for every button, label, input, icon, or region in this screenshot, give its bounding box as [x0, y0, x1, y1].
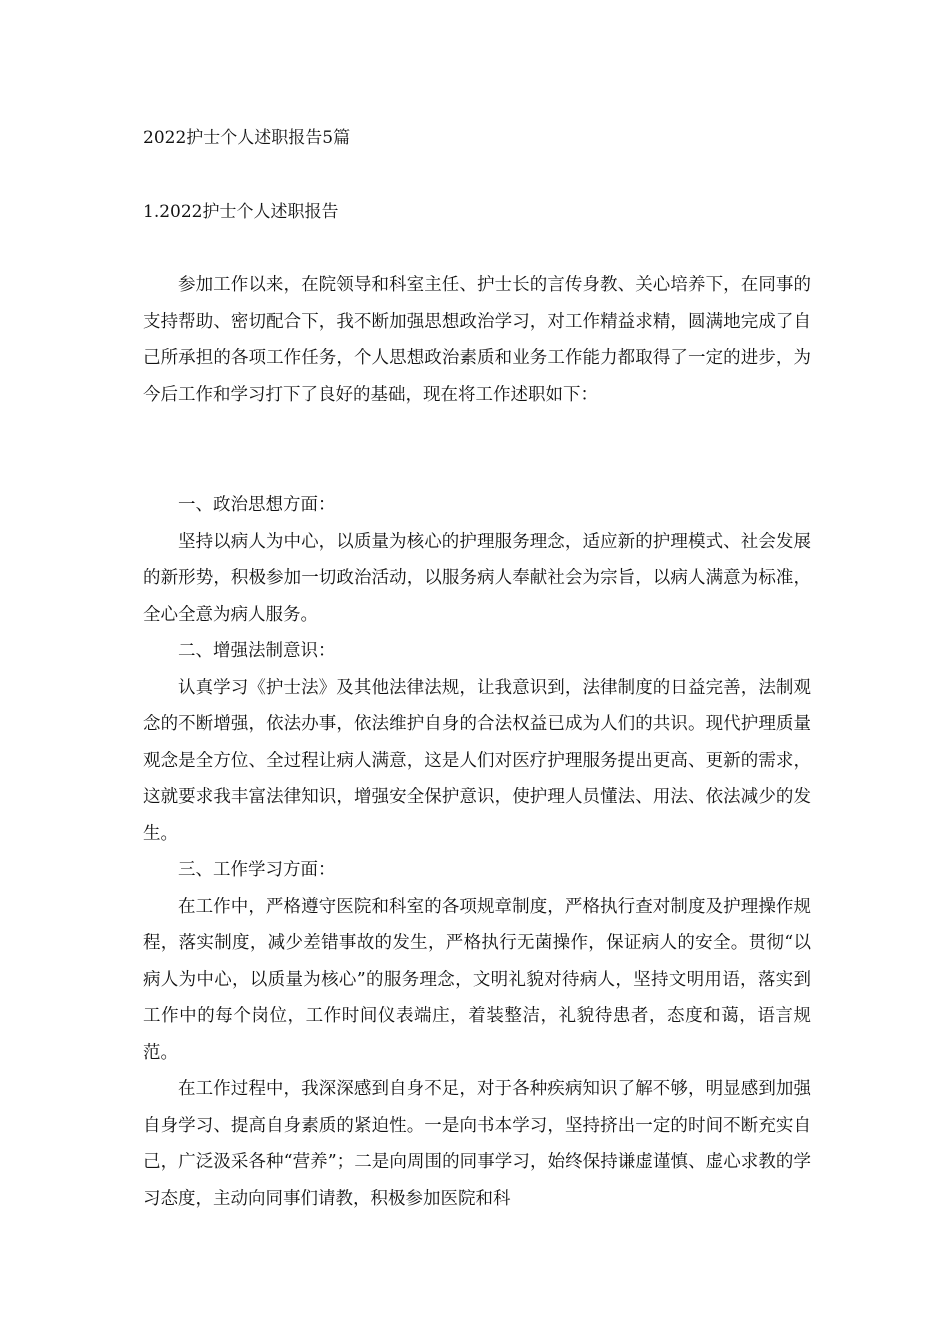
section-title: 1.2022护士个人述职报告: [143, 202, 339, 222]
intro-block: [143, 267, 811, 413]
report-body: [143, 487, 811, 1217]
document-title: 2022护士个人述职报告5篇: [143, 128, 351, 148]
section-paragraph-politics: 坚持以病人为中心，以质量为核心的护理服务理念，适应新的护理模式、社会发展的新形势，积极参加一切政治活动，以服务病人奉献社会为宗旨，以病人满意为标准，全心全意为病人服务。: [143, 531, 811, 625]
section-paragraph-work: 在工作中，严格遵守医院和科室的各项规章制度，严格执行查对制度及护理操作规程，落实制度，减少差错事故的发生，严格执行无菌操作，保证病人的安全。贯彻“以病人为中心，以质量为核心”的服务理念，文明礼貌对待病人，坚持文明用语，落实到工作中的每个岗位，工作时间仪表端庄，着装整洁，礼貌待患者，态度和蔼，语言规范。: [143, 896, 811, 1063]
section-heading-law: 二、增强法制意识：: [178, 641, 336, 661]
intro-paragraph: 参加工作以来，在院领导和科室主任、护士长的言传身教、关心培养下，在同事的支持帮助、密切配合下，我不断加强思想政治学习，对工作精益求精，圆满地完成了自己所承担的各项工作任务，个人思想政治素质和业务工作能力都取得了一定的进步，为今后工作和学习打下了良好的基础，现在将工作述职如下：: [143, 275, 811, 405]
section-heading-politics: 一、政治思想方面：: [178, 495, 336, 515]
section-paragraph-law: 认真学习《护士法》及其他法律法规，让我意识到，法律制度的日益完善，法制观念的不断增强，依法办事，依法维护自身的合法权益已成为人们的共识。现代护理质量观念是全方位、全过程让病人满意，这是人们对医疗护理服务提出更高、更新的需求，这就要求我丰富法律知识，增强安全保护意识，使护理人员懂法、用法、依法减少的发生。: [143, 677, 811, 844]
section-paragraph-study: 在工作过程中，我深深感到自身不足，对于各种疾病知识了解不够，明显感到加强自身学习、提高自身素质的紧迫性。一是向书本学习，坚持挤出一定的时间不断充实自己，广泛汲采各种“营养”；二是向周围的同事学习，始终保持谦虚谨慎、虚心求教的学习态度，主动向同事们请教，积极参加医院和科: [143, 1079, 811, 1209]
section-heading-work-study: 三、工作学习方面：: [178, 860, 336, 880]
